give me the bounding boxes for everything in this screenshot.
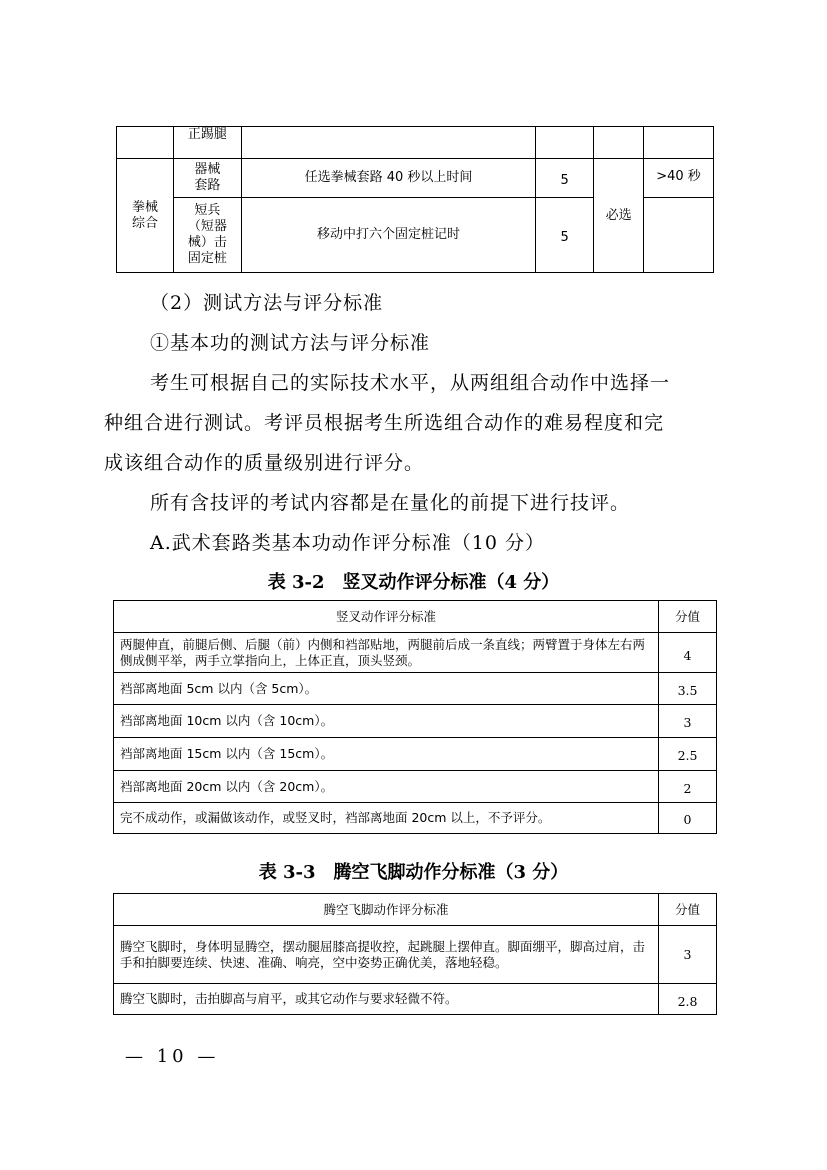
score-cell: 0 <box>659 803 717 834</box>
body-paragraph: 所有含技评的考试内容都是在量化的前提下进行技评。 <box>150 492 631 514</box>
score-cell: 3.5 <box>659 673 717 705</box>
page-number: — 10 — <box>125 1046 220 1067</box>
exam-items-table <box>116 126 714 273</box>
criteria-cell: 完不成动作，或漏做该动作，或竖叉时，裆部离地面 20cm 以上，不予评分。 <box>114 803 659 834</box>
score-cell: 4 <box>659 633 717 673</box>
table-header-row <box>114 601 717 633</box>
score-header: 分值 <box>659 894 717 926</box>
table-row <box>114 926 717 984</box>
item-cell: 正踢腿 <box>173 127 241 159</box>
criteria-header: 腾空飞脚动作评分标准 <box>114 894 659 926</box>
body-paragraph-line: 成该组合动作的质量级别进行评分。 <box>104 452 425 474</box>
item-cell: 短兵 （短器 械）击 固定桩 <box>173 198 241 273</box>
table-row <box>114 771 717 803</box>
required-cell: 必选 <box>594 159 644 273</box>
criteria-cell: 腾空飞脚时，身体明显腾空，摆动腿屈膝高提收控，起跳腿上摆伸直。脚面绷平，脚高过肩，击手和拍脚要连续、快速、准确、响亮，空中姿势正确优美，落地轻稳。 <box>114 926 659 984</box>
score-cell: 3 <box>659 705 717 738</box>
score-cell: 3 <box>659 926 717 984</box>
score-cell: 5 <box>536 159 594 198</box>
table-row <box>114 803 717 834</box>
score-cell: 2.5 <box>659 738 717 771</box>
table-caption: 表 3-3 腾空飞脚动作分标准（3 分） <box>258 862 569 883</box>
table-row <box>114 984 717 1015</box>
criteria-cell: 裆部离地面 10cm 以内（含 10cm）。 <box>114 705 659 738</box>
standard-cell <box>644 198 714 273</box>
table-row <box>114 673 717 705</box>
group-label-cell: 拳械 综合 <box>117 159 174 273</box>
body-paragraph: A.武术套路类基本功动作评分标准（10 分） <box>150 532 545 554</box>
table-row <box>117 159 714 198</box>
table-header-row <box>114 894 717 926</box>
score-cell: 5 <box>536 198 594 273</box>
split-scoring-table <box>113 600 717 834</box>
table-row <box>114 633 717 673</box>
subsection-heading: ①基本功的测试方法与评分标准 <box>150 332 431 354</box>
body-paragraph-line: 考生可根据自己的实际技术水平，从两组组合动作中选择一 <box>150 372 671 394</box>
score-cell: 2 <box>659 771 717 803</box>
score-header: 分值 <box>659 601 717 633</box>
standard-cell: >40 秒 <box>644 159 714 198</box>
table-row <box>114 738 717 771</box>
table-caption: 表 3-2 竖叉动作评分标准（4 分） <box>267 572 560 593</box>
criteria-cell: 裆部离地面 20cm 以内（含 20cm）。 <box>114 771 659 803</box>
score-cell: 2.8 <box>659 984 717 1015</box>
table-row <box>117 127 714 159</box>
section-heading: （2）测试方法与评分标准 <box>150 292 384 314</box>
table-row <box>114 705 717 738</box>
criteria-cell: 裆部离地面 5cm 以内（含 5cm）。 <box>114 673 659 705</box>
body-paragraph-line: 种组合进行测试。考评员根据考生所选组合动作的难易程度和完 <box>104 412 665 434</box>
item-cell: 器械 套路 <box>173 159 241 198</box>
content-cell: 任选拳械套路 40 秒以上时间 <box>241 159 535 198</box>
criteria-cell: 裆部离地面 15cm 以内（含 15cm）。 <box>114 738 659 771</box>
criteria-cell: 腾空飞脚时，击拍脚高与肩平，或其它动作与要求轻微不符。 <box>114 984 659 1015</box>
content-cell: 移动中打六个固定桩记时 <box>241 198 535 273</box>
flying-kick-scoring-table <box>113 893 717 1015</box>
criteria-header: 竖叉动作评分标准 <box>114 601 659 633</box>
criteria-cell: 两腿伸直，前腿后侧、后腿（前）内侧和裆部贴地，两腿前后成一条直线；两臂置于身体左右两侧成侧平举，两手立掌指向上，上体正直，顶头竖颈。 <box>114 633 659 673</box>
